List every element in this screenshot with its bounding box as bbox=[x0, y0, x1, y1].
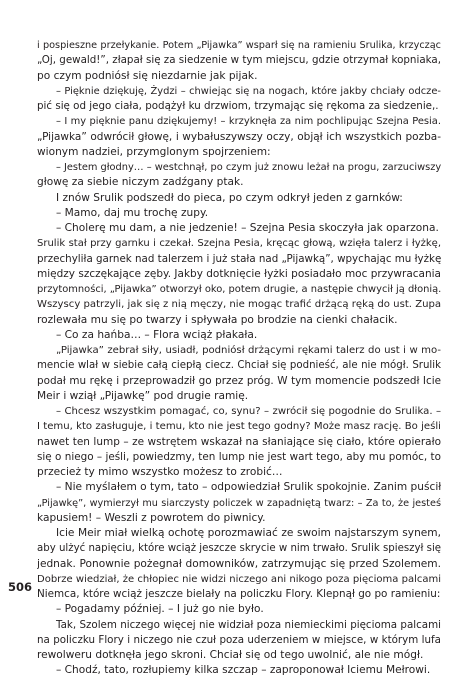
text-line: jednak. Ponownie pożegnał domowników, zatrzymując się przed Szolemem. bbox=[37, 557, 441, 570]
text-line: przytomności, „Pijawka” otworzył oko, potem drugie, a następie chwycił ją dłonią. bbox=[37, 284, 441, 295]
text-line: „Pijawka” zebrał siły, usiadł, podniósł drżącymi rękami talerz do ust i w mo- bbox=[56, 345, 441, 356]
text-line: wionym nadziei, przymglonym spojrzeniem: bbox=[37, 145, 271, 158]
text-line: i pospieszne przełykanie. Potem „Pijawka” wsparł się na ramieniu Srulika, krzycząc bbox=[37, 40, 441, 51]
text-line: przechyliła garnek nad talerzem i już stała nad „Pijawką”, wpychając mu łyżkę bbox=[37, 252, 441, 265]
text-line: I znów Srulik podszedł do pieca, po czym odkrył jeden z garnków: bbox=[56, 191, 403, 204]
text-line: – Cholerę mu dam, a nie jedzenie! – Szejna Pesia skoczyła jak oparzona. bbox=[56, 222, 439, 234]
text-line: głowę za siebie niczym zadźgany ptak. bbox=[37, 176, 244, 189]
text-line: Icie Meir miał wielką ochotę porozmawiać ze swoim najstarszym synem, bbox=[56, 527, 441, 539]
text-line: kapusiem! – Weszli z powrotem do piwnicy. bbox=[37, 511, 266, 524]
text-line: „Oj, gewald!”, złapał się za siedzenie w tym miejscu, gdzie otrzymał kopniaka, bbox=[37, 54, 441, 67]
text-line: – Jestem głodny… – westchnął, po czym już znowu leżał na progu, zarzuciwszy bbox=[56, 162, 441, 173]
text-line: pić się od jego ciała, podążył ku drzwiom, trzymając się rękoma za siedzenie,. bbox=[37, 100, 439, 112]
text-line: rozlewała mu się po twarzy i spływała po brodzie na cienki chałacik. bbox=[37, 313, 398, 326]
text-line: „Pijawka” odwrócił głowę, i wybałuszywszy oczy, objął ich wszystkich pozba- bbox=[37, 130, 441, 143]
text-line: między szczękające zęby. Jakby dotknięcie łyżki posiadało moc przywracania bbox=[37, 267, 441, 280]
page-number: 506 bbox=[8, 580, 33, 594]
text-line: – Mamo, daj mu trochę zupy. bbox=[56, 206, 209, 219]
text-line: rewolweru dotknęła jego skroni. Chciał się od tego uwolnić, ale nie mógł. bbox=[37, 649, 424, 661]
text-line: Meir i wziął „Pijawkę” pod drugie ramię. bbox=[37, 389, 249, 402]
text-line: Srulik stał przy garnku i czekał. Szejna Pesia, kręcąc głową, wzięła talerz i łyżkę, bbox=[37, 238, 441, 250]
text-line: na policzku Flory i niczego nie czuł poza uderzeniem w miejsce, w którym lufa bbox=[37, 633, 441, 646]
text-line: – I my pięknie panu dziękujemy! – krzyknęła za nim pochlipując Szejna Pesia. bbox=[56, 116, 441, 128]
text-line: – Pięknie dziękuję, Żydzi – chwiejąc się na nogach, które jakby chciały odcze- bbox=[56, 85, 441, 97]
text-line: „Pijawkę”, wymierzył mu siarczysty policzek w zapadniętą twarz: – Za to, że jesteś bbox=[37, 497, 441, 509]
text-line: się o niego – jeśli, powiedzmy, ten lump nie jest wart tego, aby mu pomóc, to bbox=[37, 450, 441, 463]
text-line: podał mu rękę i przeprowadził go przez próg. W tym momencie podszedł Icie bbox=[37, 374, 441, 387]
body-text bbox=[37, 38, 441, 679]
text-line: przecież ty mimo wszystko możesz to zrobić… bbox=[37, 466, 283, 478]
text-line: Niemca, które wciąż jeszcze bielały na policzku Flory. Klepnął go po ramieniu: bbox=[37, 588, 441, 600]
text-line: po czym podniósł się niezdarnie jak pijak. bbox=[37, 69, 258, 82]
text-line: I temu, kto zasługuje, i temu, kto nie jest tego godny? Może masz rację. Bo jeśli bbox=[37, 421, 441, 433]
text-line: mencie wlał w siebie całą ciepłą ciecz. Chciał się podnieść, ale nie mógł. Srulik bbox=[37, 360, 441, 372]
text-line: – Chcesz wszystkim pomagać, co, synu? – zwrócił się pogodnie do Srulika. – bbox=[56, 406, 441, 417]
text-line: – Chodź, tato, rozłupiemy kilka szczap – zaproponował Iciemu Mełrowi. bbox=[56, 664, 431, 677]
text-line: – Co za hańba… – Flora wciąż płakała. bbox=[56, 328, 258, 341]
text-line: – Pogadamy później. – I już go nie było. bbox=[56, 603, 264, 616]
text-line: – Nie myślałem o tym, tato – odpowiedział Srulik spokojnie. Zanim puścił bbox=[56, 481, 441, 494]
text-line: aby ulżyć napięciu, które wciąż jeszcze skrycie w nim trwało. Srulik spieszył się bbox=[37, 543, 441, 555]
text-line: Wszyscy patrzyli, jak się z nią męczy, nie mogąc trafić drżącą ręką do ust. Zupa bbox=[37, 299, 441, 311]
text-line: nawet ten lump – ze wstrętem wskazał na słaniające się ciało, które opierało bbox=[37, 435, 441, 448]
text-line: Tak, Szolem niczego więcej nie widział poza niemieckimi pięcioma palcami bbox=[56, 618, 441, 631]
text-line: Dobrze wiedział, że chłopiec nie widzi niczego ani nikogo poza pięcioma palcami bbox=[37, 573, 441, 585]
